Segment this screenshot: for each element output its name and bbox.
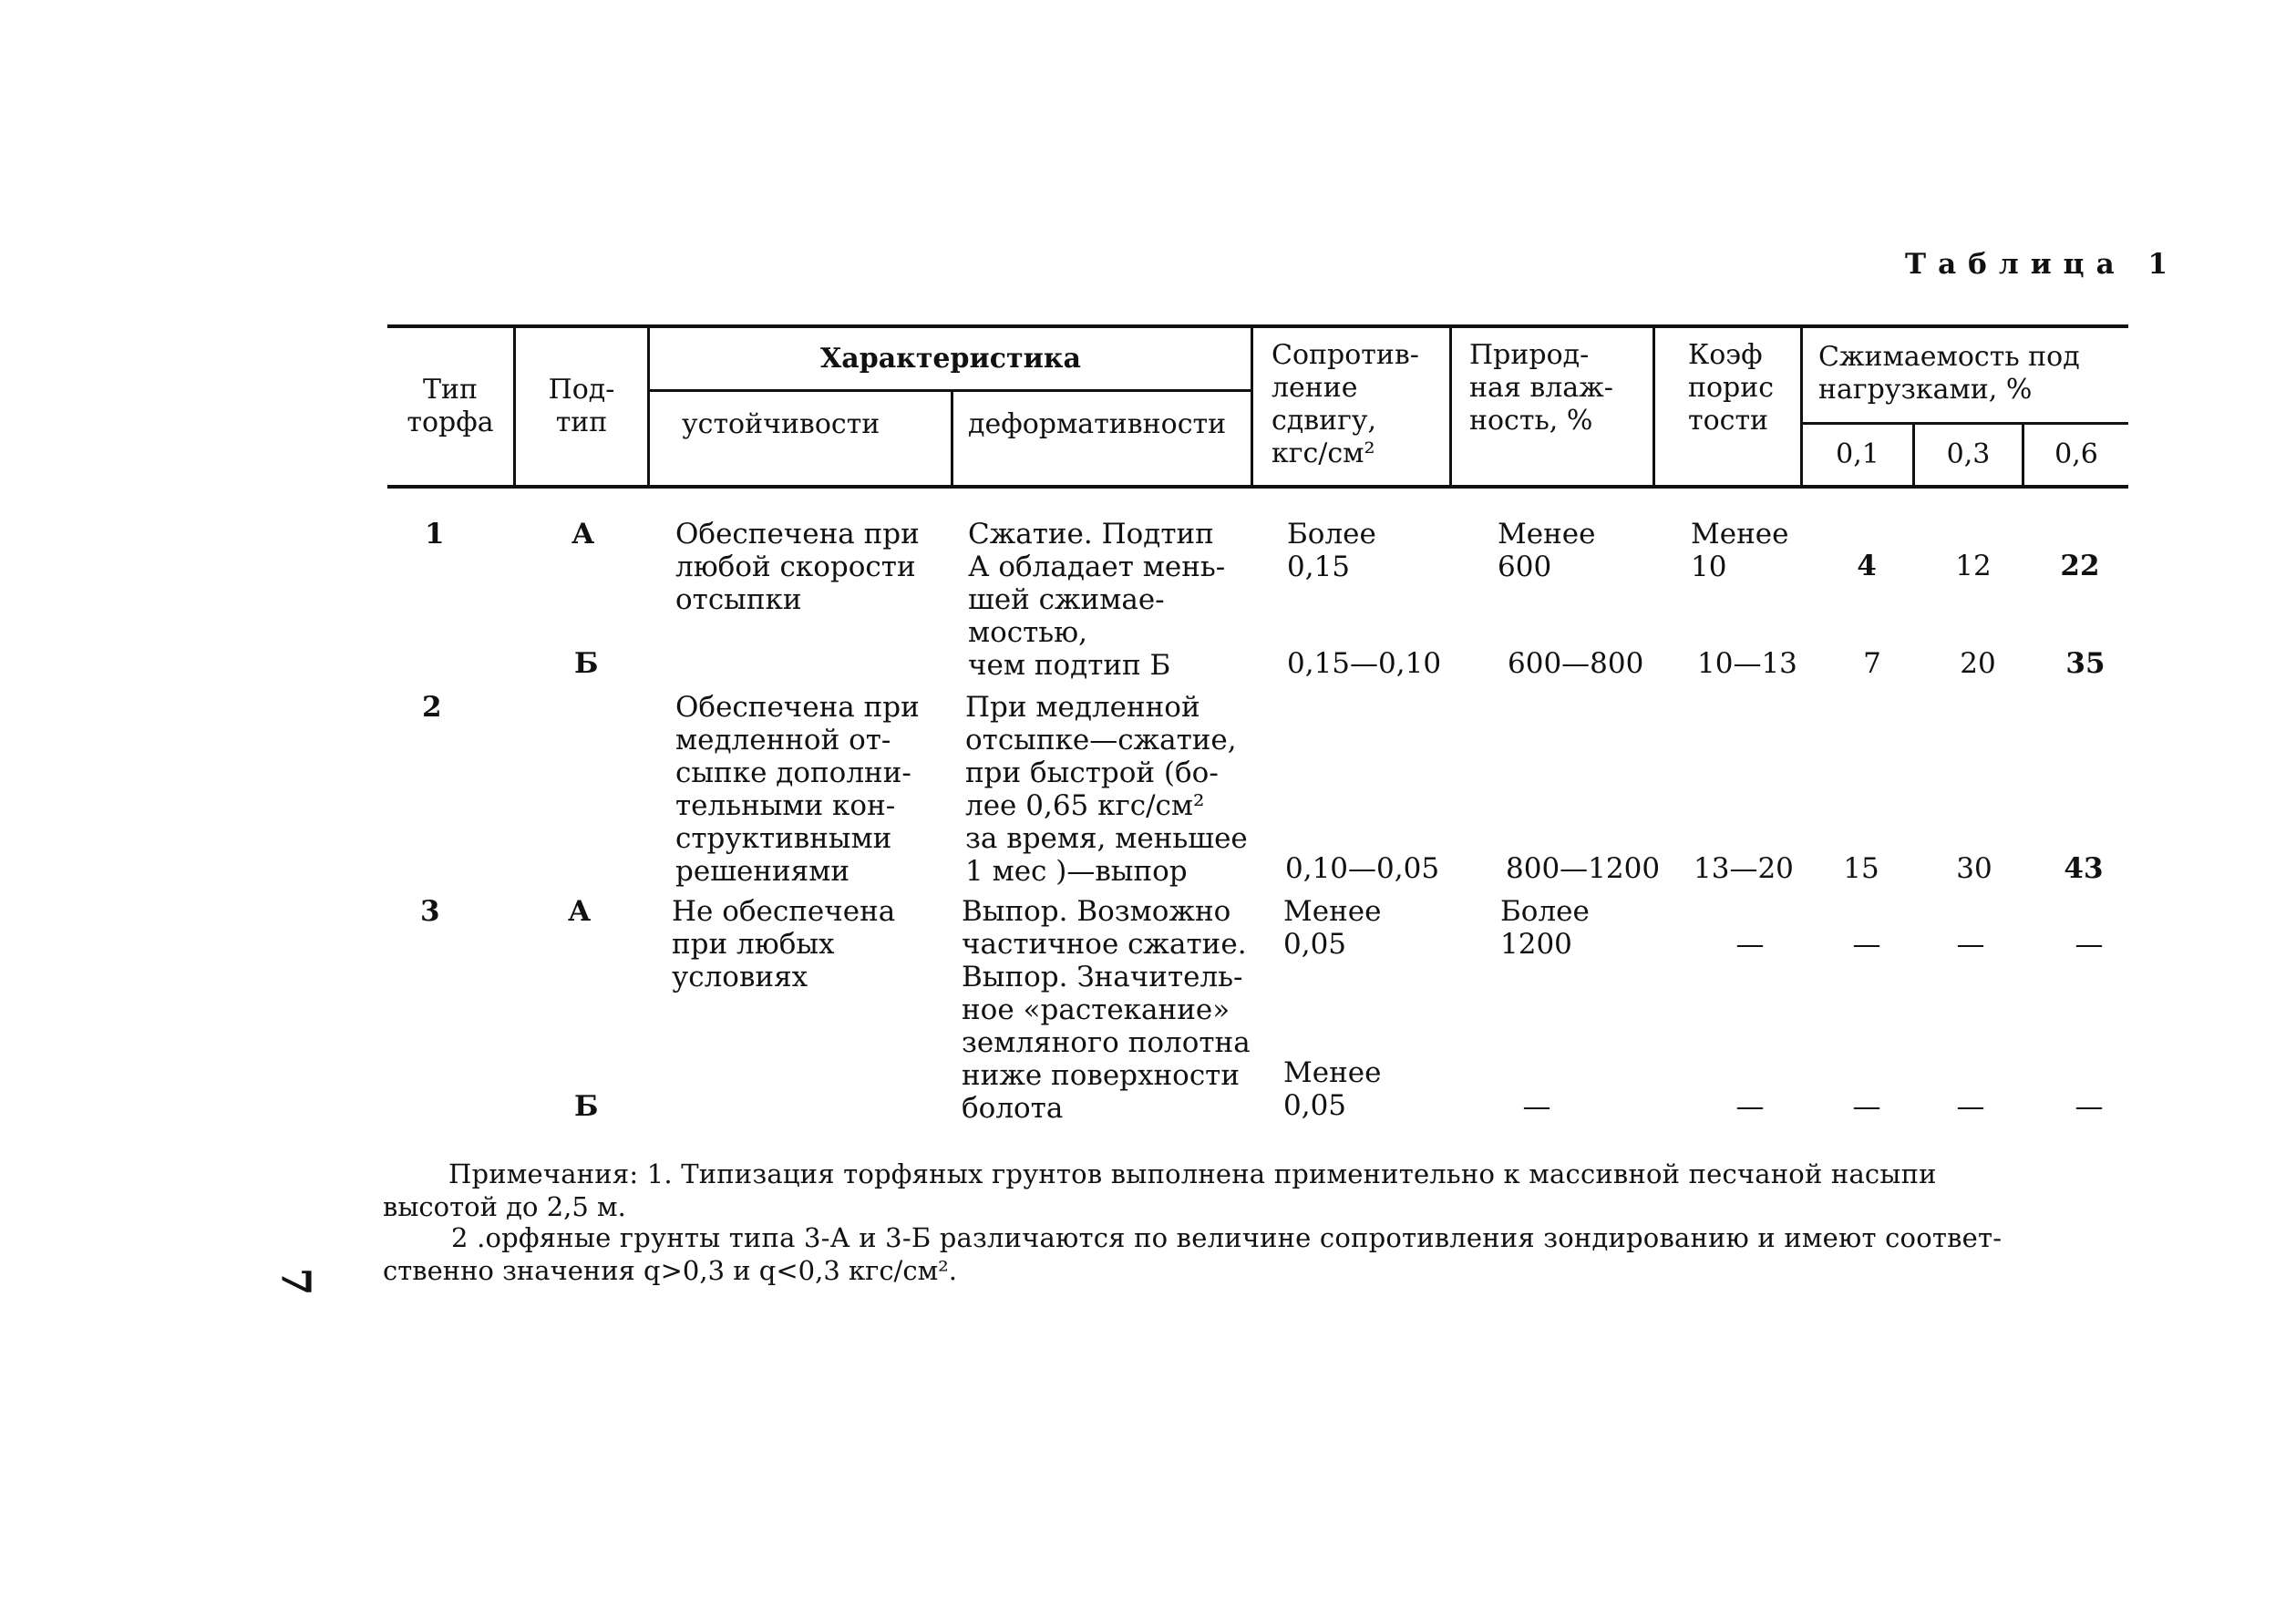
subtype-1a: А: [571, 518, 595, 551]
subtype-3a: А: [568, 895, 592, 928]
type-1b-compress-0-1: 7: [1863, 647, 1881, 680]
type-2-stability: Обеспечена при медленной от- сыпке дополни- тельными кон- структивными решениями: [675, 691, 920, 888]
header-stability: устойчивости: [682, 408, 880, 440]
type-1b-compress-0-6: 35: [2065, 647, 2106, 680]
type-3-stability: Не обеспечена при любых условиях: [672, 895, 896, 993]
type-2-moisture: 800—1200: [1506, 852, 1661, 885]
header-deformability: деформативности: [968, 408, 1227, 440]
type-2-deformability: При медленной отсыпке—сжатие, при быстрой (бо- лее 0,65 кгс/см² за время, меньшее 1 мес )—выпор: [965, 691, 1248, 888]
header-load-0-1: 0,1: [1836, 438, 1879, 470]
type-3-deformability: Выпор. Возможно частичное сжатие. Выпор. Значитель- ное «растекание» земляного полотна ниже поверхности болота: [962, 895, 1251, 1125]
header-porosity: Коэф порис тости: [1688, 339, 1775, 437]
type-1b-compress-0-3: 20: [1960, 647, 1996, 680]
header-natural-moisture: Природ- ная влаж- ность, %: [1469, 339, 1613, 437]
col-divider: [951, 390, 953, 487]
type-2-compress-0-3: 30: [1956, 852, 1992, 885]
type-1b-porosity: 10—13: [1697, 647, 1797, 680]
type-1a-porosity: Менее 10: [1691, 518, 1789, 583]
note-line-3: 2 .орфяные грунты типа 3-А и 3-Б различаются по величине сопротивления зондированию и имеют соответ-: [451, 1222, 2003, 1253]
note-line-2: высотой до 2,5 м.: [383, 1191, 626, 1222]
type-2-compress-0-6: 43: [2064, 852, 2104, 885]
header-subtype: Под- тип: [548, 374, 615, 438]
type-3a-compress-0-1: —: [1852, 928, 1881, 961]
type-1b-shear: 0,15—0,10: [1287, 647, 1442, 680]
type-3b-shear: Менее 0,05: [1283, 1056, 1382, 1122]
type-3b-compress-0-6: —: [2075, 1090, 2104, 1123]
page-number: 7: [272, 1267, 319, 1296]
type-1a-compress-0-1: 4: [1857, 550, 1877, 582]
type-1-deformability: Сжатие. Подтип А обладает мень- шей сжимае- мостью, чем подтип Б: [968, 518, 1226, 682]
header-peat-type: Тип торфа: [407, 374, 494, 438]
type-2-compress-0-1: 15: [1843, 852, 1879, 885]
subtype-1b: Б: [574, 647, 599, 680]
col-divider: [1449, 326, 1452, 487]
type-1: 1: [425, 518, 445, 551]
type-3b-compress-0-1: —: [1852, 1090, 1881, 1123]
type-3a-porosity: —: [1735, 928, 1765, 961]
header-load-0-3: 0,3: [1946, 438, 1991, 470]
table-caption: Таблица 1: [1905, 248, 2180, 281]
compress-split-rule: [1803, 422, 2128, 425]
type-1a-shear: Более 0,15: [1287, 518, 1376, 583]
note-line-4: ственно значения q>0,3 и q<0,3 кгс/см².: [383, 1255, 957, 1286]
type-3: 3: [420, 895, 440, 928]
type-3a-compress-0-3: —: [1956, 928, 1985, 961]
type-2: 2: [422, 691, 442, 724]
type-2-shear: 0,10—0,05: [1285, 852, 1440, 885]
col-divider: [1653, 326, 1655, 487]
header-characteristic: Характеристика: [820, 343, 1081, 375]
type-1-stability: Обеспечена при любой скорости отсыпки: [675, 518, 920, 616]
type-1a-moisture: Менее 600: [1498, 518, 1596, 583]
type-1b-moisture: 600—800: [1508, 647, 1644, 680]
note-line-1: Примечания: 1. Типизация торфяных грунтов выполнена применительно к массивной песчаной насыпи: [448, 1158, 1937, 1189]
type-2-porosity: 13—20: [1694, 852, 1794, 885]
type-3a-compress-0-6: —: [2075, 928, 2104, 961]
type-3b-porosity: —: [1735, 1090, 1765, 1123]
type-1a-compress-0-3: 12: [1955, 550, 1992, 582]
type-1a-compress-0-6: 22: [2060, 550, 2100, 582]
header-shear-resistance: Сопротив- ление сдвигу, кгс/см²: [1272, 339, 1419, 469]
type-3a-shear: Менее 0,05: [1283, 895, 1382, 961]
type-3b-moisture: —: [1522, 1090, 1551, 1123]
type-3a-moisture: Более 1200: [1500, 895, 1590, 961]
subtype-3b: Б: [574, 1090, 599, 1123]
header-compressibility: Сжимаемость под нагрузками, %: [1818, 341, 2080, 406]
type-3b-compress-0-3: —: [1956, 1090, 1985, 1123]
header-load-0-6: 0,6: [2054, 438, 2098, 470]
